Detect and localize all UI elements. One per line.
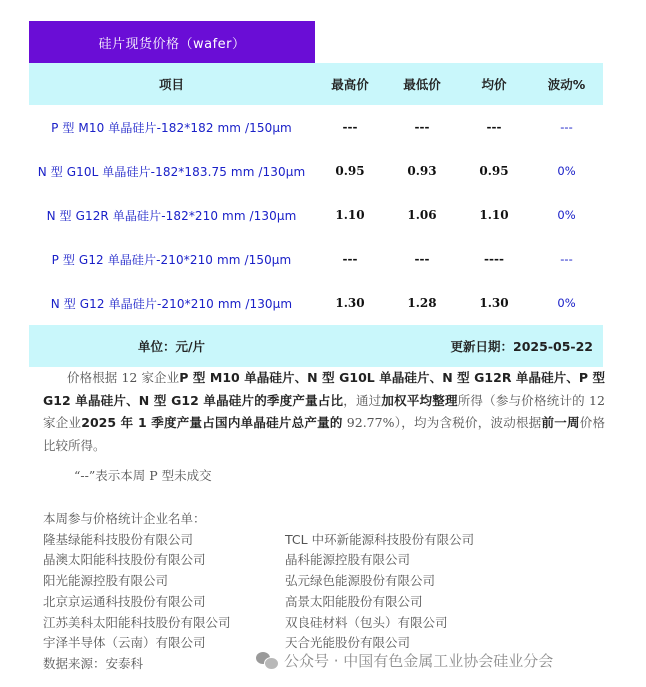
wechat-icon xyxy=(256,652,278,670)
company-left: 江苏美科太阳能科技股份有限公司 xyxy=(43,615,231,630)
data-source: 数据来源：安泰科 xyxy=(43,656,144,671)
table-row xyxy=(29,149,603,193)
header-change: 波动% xyxy=(530,63,603,105)
row-name: P 型 G12 单晶硅片-210*210 mm /150μm xyxy=(51,252,292,267)
row-low: --- xyxy=(414,252,430,266)
row-name: N 型 G12R 单晶硅片-182*210 mm /130μm xyxy=(46,208,297,223)
row-high: --- xyxy=(342,252,358,266)
para-text: 92.77%），均为含税价，波动根据 xyxy=(342,415,542,430)
row-high: 1.10 xyxy=(335,208,365,222)
para-bold: 加权平均整理 xyxy=(381,392,458,408)
para-text: 价格根据 12 家企业 xyxy=(67,370,180,385)
table-row xyxy=(29,193,603,237)
para-bold: 前一周 xyxy=(541,415,580,430)
watermark xyxy=(256,650,553,671)
company-left: 隆基绿能科技股份有限公司 xyxy=(43,532,194,547)
row-change: 0% xyxy=(557,296,576,310)
table-footer-row xyxy=(29,325,603,367)
row-low: --- xyxy=(414,120,430,134)
header-avg: 均价 xyxy=(458,63,530,105)
table-header-row xyxy=(29,63,603,105)
row-high: 0.95 xyxy=(335,164,365,178)
description-paragraph xyxy=(43,367,605,457)
unit-label: 单位：元/片 xyxy=(29,325,314,367)
header-high: 最高价 xyxy=(314,63,386,105)
page-title: 硅片现货价格（wafer） xyxy=(98,36,246,52)
company-right: 高景太阳能股份有限公司 xyxy=(285,594,423,609)
company-left: 宇泽半导体（云南）有限公司 xyxy=(43,635,206,650)
row-name: N 型 G10L 单晶硅片-182*183.75 mm /130μm xyxy=(37,164,306,179)
row-name: P 型 M10 单晶硅片-182*182 mm /150μm xyxy=(51,120,292,135)
row-avg: 1.10 xyxy=(479,208,509,222)
table-row xyxy=(29,281,603,325)
row-name: N 型 G12 单晶硅片-210*210 mm /130μm xyxy=(50,296,293,311)
row-avg: ---- xyxy=(484,252,504,266)
para-bold: 2025 年 1 季度产量占国内单晶硅片总产量的 xyxy=(81,415,343,430)
row-avg: --- xyxy=(486,120,502,134)
row-high: 1.30 xyxy=(335,296,365,310)
row-avg: 1.30 xyxy=(479,296,509,310)
para-text: ，通过 xyxy=(343,392,382,408)
para-text: 所得（参与价格统计的 12 家企业 xyxy=(43,392,605,430)
header-item: 项目 xyxy=(29,63,314,105)
price-table xyxy=(29,63,603,367)
row-high: --- xyxy=(342,120,358,134)
note-text: “--”表示本周 P 型未成交 xyxy=(74,468,212,483)
company-left: 晶澳太阳能科技股份有限公司 xyxy=(43,552,206,567)
company-right: 弘元绿色能源股份有限公司 xyxy=(285,573,436,588)
row-low: 1.28 xyxy=(407,296,437,310)
row-low: 0.93 xyxy=(407,164,437,178)
row-change: --- xyxy=(560,120,573,134)
update-date: 更新日期：2025-05-22 xyxy=(314,325,603,367)
row-change: --- xyxy=(560,252,573,266)
company-left: 阳光能源控股有限公司 xyxy=(43,573,169,588)
header-low: 最低价 xyxy=(386,63,458,105)
company-right: 双良硅材料（包头）有限公司 xyxy=(285,615,448,630)
row-change: 0% xyxy=(557,164,576,178)
row-avg: 0.95 xyxy=(479,164,509,178)
title-bar xyxy=(29,21,315,63)
table-row xyxy=(29,237,603,281)
table-row xyxy=(29,105,603,149)
para-bold: P 型 M10 单晶硅片、N 型 G10L 单晶硅片、N 型 G12R 单晶硅片、P 型 G12 单晶硅片、N 型 G12 单晶硅片的季度产量占比 xyxy=(43,370,606,408)
row-change: 0% xyxy=(557,208,576,222)
watermark-text: 公众号 · 中国有色金属工业协会硅业分会 xyxy=(284,652,554,670)
company-right: TCL 中环新能源科技股份有限公司 xyxy=(285,532,475,547)
companies-title: 本周参与价格统计企业名单： xyxy=(43,511,206,526)
company-right: 晶科能源控股有限公司 xyxy=(285,552,411,567)
row-low: 1.06 xyxy=(407,208,437,222)
para-text: 价格比较所得。 xyxy=(43,415,606,453)
company-left: 北京京运通科技股份有限公司 xyxy=(43,594,206,609)
company-right: 天合光能股份有限公司 xyxy=(285,635,411,650)
